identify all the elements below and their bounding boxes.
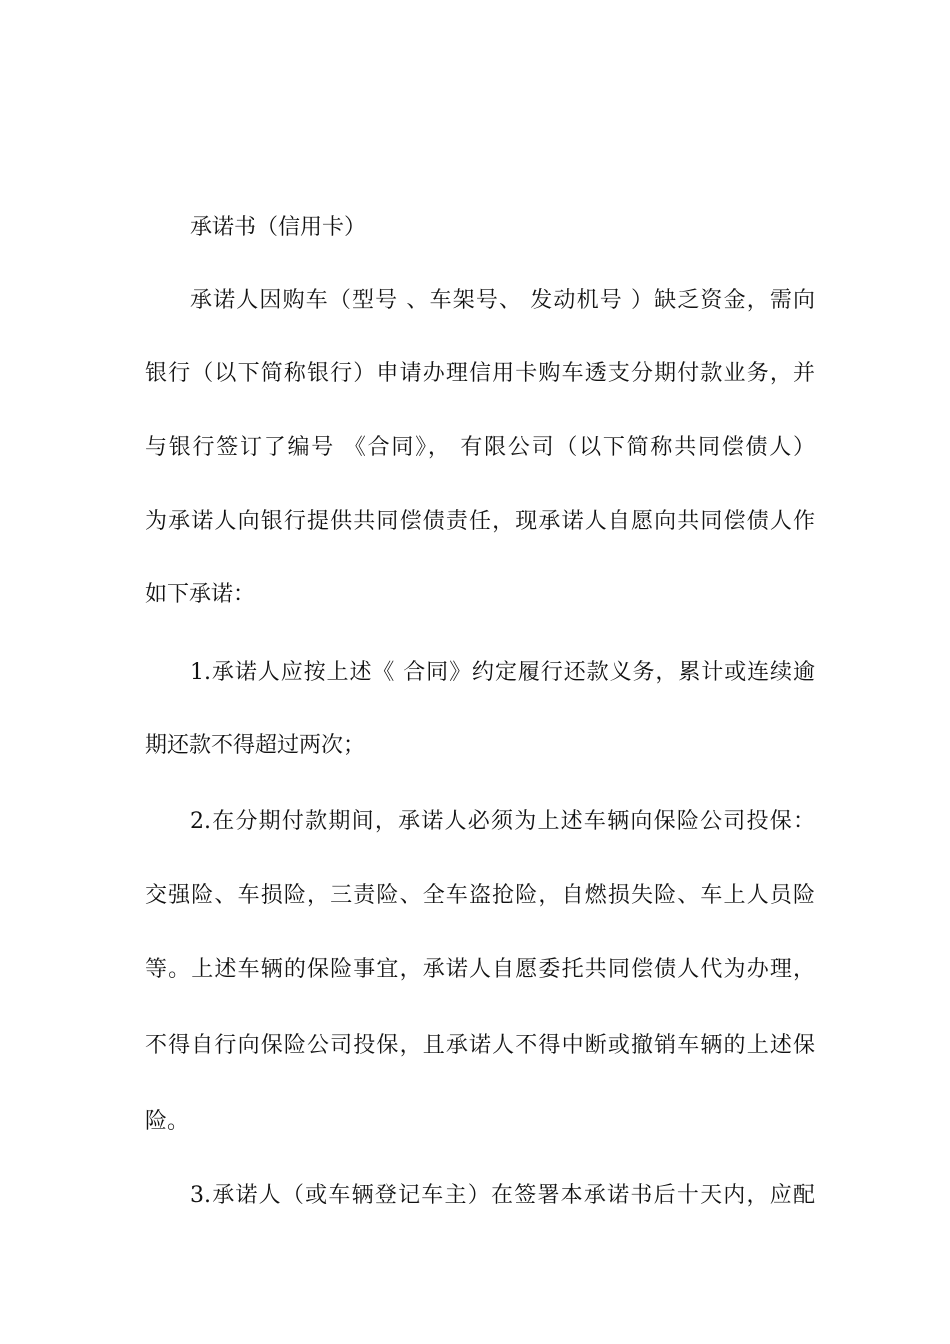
paragraph-line: 如下承诺： bbox=[145, 582, 256, 607]
paragraph-line: 期还款不得超过两次； bbox=[145, 733, 366, 758]
paragraph-line: 银行（以下简称银行）申请办理信用卡购车透支分期付款业务，并 bbox=[145, 361, 815, 386]
paragraph-line: 与银行签订了编号 《合同》， 有限公司（以下简称共同偿债人） bbox=[145, 435, 815, 460]
paragraph-line: 不得自行向保险公司投保，且承诺人不得中断或撤销车辆的上述保 bbox=[145, 1033, 815, 1058]
paragraph-line: 2.在分期付款期间，承诺人必须为上述车辆向保险公司投保： bbox=[190, 809, 815, 834]
paragraph-line: 交强险、车损险，三责险、全车盗抢险，自燃损失险、车上人员险 bbox=[145, 883, 815, 908]
paragraph-line: 等。上述车辆的保险事宜，承诺人自愿委托共同偿债人代为办理， bbox=[145, 957, 815, 982]
paragraph-line: 3.承诺人（或车辆登记车主）在签署本承诺书后十天内，应配 bbox=[190, 1183, 815, 1208]
paragraph-line: 承诺人因购车（型号 、车架号、 发动机号 ）缺乏资金，需向 bbox=[190, 288, 815, 313]
paragraph-line: 为承诺人向银行提供共同偿债责任，现承诺人自愿向共同偿债人作 bbox=[145, 509, 815, 534]
paragraph-line: 险。 bbox=[145, 1109, 190, 1134]
document-title: 承诺书（信用卡） bbox=[190, 215, 367, 240]
paragraph-line: 1.承诺人应按上述《 合同》约定履行还款义务，累计或连续逾 bbox=[190, 660, 815, 685]
